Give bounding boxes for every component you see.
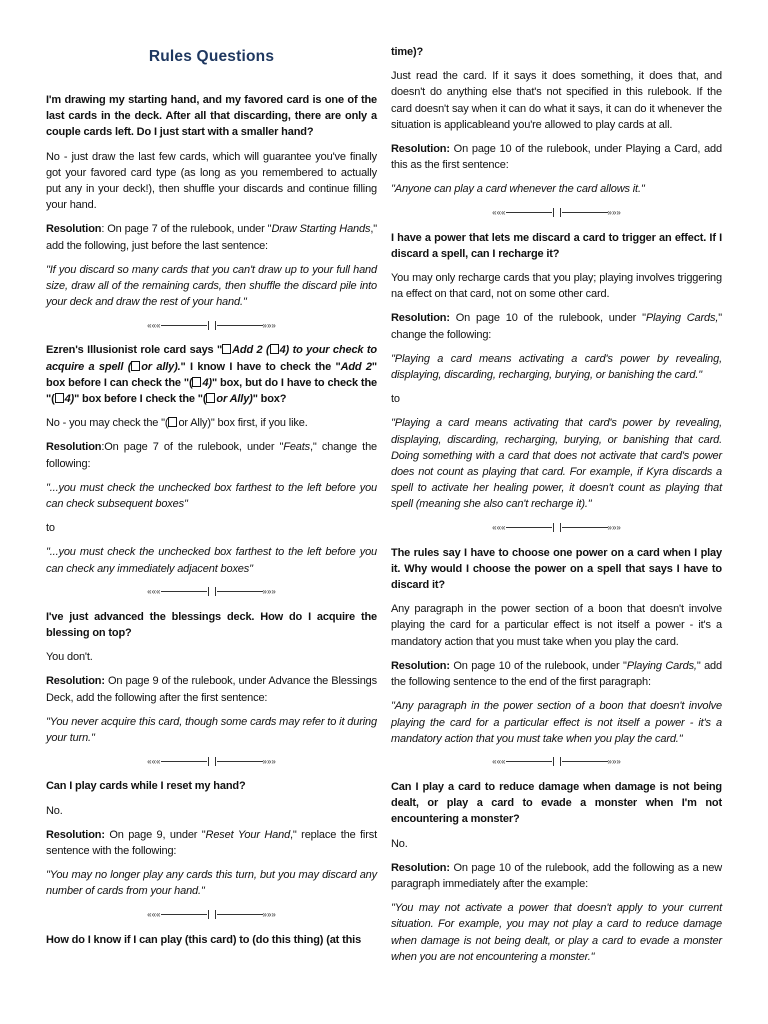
checkbox-icon — [270, 344, 279, 354]
quote-playing-card-old: "Playing a card means activating a card's power by revealing, displaying, discarding, recharging, burying, or banishing the card." — [391, 352, 722, 382]
question-reduce-damage: Can I play a card to reduce damage when damage is not being dealt, or play a card to evade a monster when I'm not encountering a monster? — [391, 780, 722, 826]
resolution-label: Resolution — [46, 223, 102, 236]
answer-play-this-card: Just read the card. If it says it does something, it does that, and doesn't do anything else that's not specified in this rulebook. If the card doesn't say when it can do what it says, it can do it whenever the situation is applicableand you're allowed to play cards at all. — [391, 70, 722, 131]
quote-playing-card-new: "Playing a card means activating that card's power by revealing, displaying, discarding, recharging, burying, or banishing that card. Doing something with a card that does not activate that card's power does not count as playing that card. For example, if Kyra discards a spell to activate her healing power, it doesn't count as playing that spell (meaning she also can't recharge it)." — [391, 417, 722, 511]
resolution-discard-recharge: Resolution: On page 10 of the rulebook, under "Playing Cards," change the following: — [391, 312, 722, 341]
question-ezren-role-card: Ezren's Illusionist role card says " Add 2 ( 4) to your check to acquire a spell ( or ally)." I know I have to check the "Add 2" box before I can check the "( 4)" box, but do I have to check the "( 4)" box before I check the "( or Ally)" box? — [46, 344, 377, 406]
answer-reset-hand: No. — [46, 804, 63, 817]
checkbox-icon — [192, 377, 201, 387]
question-play-this-card-cont: time)? — [391, 46, 424, 58]
page-title: Rules Questions — [148, 48, 275, 65]
answer-starting-hand: No - just draw the last few cards, which will guarantee you've finally got your favored card type (as long as you remembered to actually put any in your deck!), then shuffle your discards and continue filling your hand. — [46, 150, 377, 212]
section-divider: ««« »»» — [147, 910, 276, 920]
section-divider: ««« »»» — [147, 756, 276, 766]
answer-discard-recharge: You may only recharge cards that you play; playing involves triggering na effect on that card, not on some other card. — [391, 272, 722, 301]
section-divider: ««« »»» — [492, 523, 621, 533]
checkbox-icon — [206, 393, 215, 403]
resolution-label: Resolution: — [46, 828, 105, 841]
checkbox-icon — [131, 361, 140, 371]
checkbox-icon — [222, 344, 231, 354]
resolution-label: Resolution — [46, 441, 102, 454]
resolution-choose-power: Resolution: On page 10 of the rulebook, under "Playing Cards," add the following sentence to the end of the first paragraph: — [391, 659, 722, 689]
question-discard-recharge: I have a power that lets me discard a card to trigger an effect. If I discard a spell, can I recharge it? — [391, 231, 722, 260]
quote-feats-new: "...you must check the unchecked box farthest to the left before you can check any immediately adjacent boxes" — [46, 546, 377, 575]
right-column — [391, 44, 722, 973]
section-divider: ««« »»» — [492, 757, 621, 767]
section-divider: ««« »»» — [492, 208, 621, 218]
quote-reduce-damage: "You may not activate a power that doesn't apply to your current situation. For example, you may not play a card to reduce damage when damage is not being dealt, or play a card to evade a monster when you are not encountering a monster." — [391, 902, 722, 963]
resolution-starting-hand: Resolution: On page 7 of the rulebook, under "Draw Starting Hands," add the following, just before the last sentence: — [46, 223, 378, 252]
resolution-blessings-deck: Resolution: On page 9 of the rulebook, under Advance the Blessings Deck, add the following after the first sentence: — [46, 675, 377, 704]
resolution-label: Resolution: — [391, 143, 450, 156]
question-play-this-card: How do I know if I can play (this card) to (do this thing) (at this — [46, 933, 362, 946]
resolution-play-this-card: Resolution: On page 10 of the rulebook, under Playing a Card, add this as the first sentence: — [391, 143, 722, 172]
question-choose-power: The rules say I have to choose one power on a card when I play it. Why would I choose the power on a spell that says I have to discard it? — [391, 546, 722, 592]
resolution-label: Resolution: — [391, 861, 450, 874]
to-connector: to — [46, 522, 55, 535]
answer-reduce-damage: No. — [391, 837, 408, 850]
question-reset-hand: Can I play cards while I reset my hand? — [46, 780, 246, 793]
resolution-label: Resolution: — [391, 312, 450, 325]
question-blessings-deck: I've just advanced the blessings deck. How do I acquire the blessing on top? — [46, 610, 377, 640]
resolution-label: Resolution: — [46, 675, 105, 688]
left-column — [46, 0, 377, 956]
answer-ezren-role-card: No - you may check the "( or Ally)" box first, if you like. — [46, 417, 308, 430]
checkbox-icon — [168, 417, 177, 427]
resolution-reduce-damage: Resolution: On page 10 of the rulebook, add the following as a new paragraph immediately after the example: — [391, 861, 722, 890]
resolution-ezren-role-card: Resolution:On page 7 of the rulebook, under "Feats," change the following: — [46, 441, 377, 470]
resolution-reset-hand: Resolution: On page 9, under "Reset Your Hand," replace the first sentence with the following: — [46, 828, 377, 857]
answer-choose-power: Any paragraph in the power section of a boon that doesn't involve playing the card for a particular effect is not itself a power - it's a mandatory action that you must take when you play the card. — [391, 603, 722, 648]
section-divider: ««« »»» — [147, 587, 276, 597]
answer-blessings-deck: You don't. — [46, 651, 93, 664]
quote-reset-hand: "You may no longer play any cards this turn, but you may discard any number of cards from your hand." — [46, 869, 377, 898]
quote-play-this-card: "Anyone can play a card whenever the card allows it." — [391, 183, 645, 196]
resolution-label: Resolution: — [391, 659, 450, 672]
quote-blessings-deck: "You never acquire this card, though some cards may refer to it during your turn." — [46, 715, 377, 745]
to-connector: to — [391, 393, 400, 406]
question-starting-hand: I'm drawing my starting hand, and my favored card is one of the last cards in the deck. After all that discarding, there are only a couple cards left. Do I just start with a smaller hand? — [46, 94, 377, 139]
quote-starting-hand: "If you discard so many cards that you can't draw up to your full hand size, draw all of the remaining cards, then shuffle the discard pile into your deck and draw the rest of your hand." — [46, 263, 377, 309]
checkbox-icon — [55, 393, 64, 403]
quote-choose-power: "Any paragraph in the power section of a boon that doesn't involve playing the card for a particular effect is not itself a power - it's a mandatory action that you must take when you play the card." — [391, 700, 722, 745]
quote-feats-old: "...you must check the unchecked box farthest to the left before you can check subsequent boxes" — [46, 481, 377, 511]
section-divider: ««« »»» — [147, 320, 276, 330]
